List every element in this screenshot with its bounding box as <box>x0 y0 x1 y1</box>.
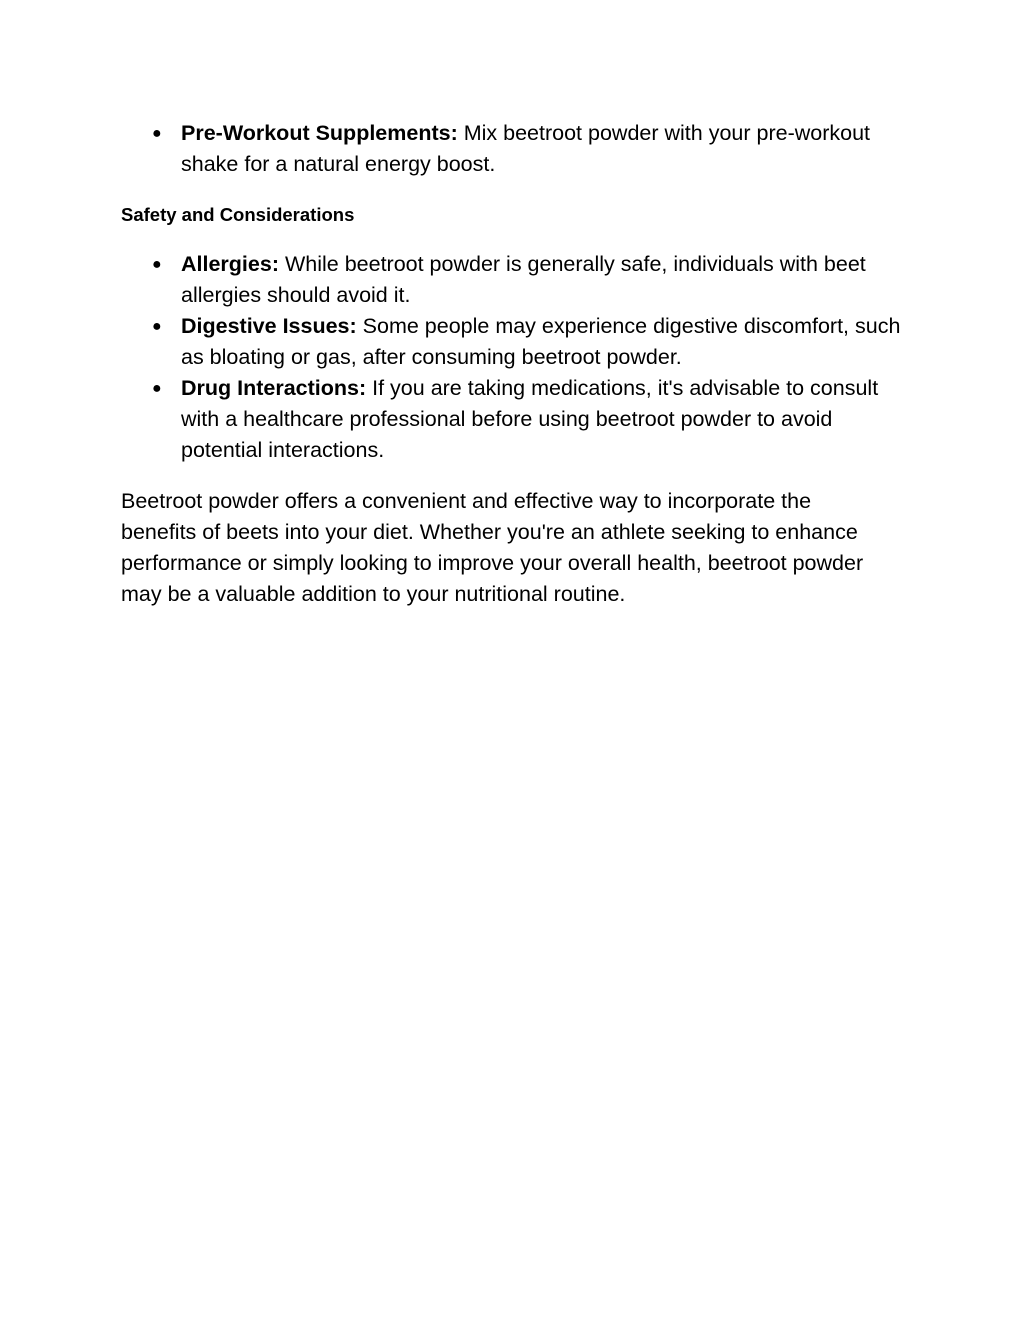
list-item-text: Mix beetroot powder with your pre-workout shake for a natural energy boost. <box>181 121 871 176</box>
list-item-term: Pre-Workout Supplements: <box>181 121 458 145</box>
bullet-icon: ● <box>152 125 162 142</box>
list-item-digestive-issues <box>121 311 911 373</box>
list-item-term: Drug Interactions: <box>181 376 367 400</box>
list-item-pre-workout <box>121 118 871 180</box>
bullet-icon: ● <box>152 380 162 397</box>
list-item-term: Allergies: <box>181 252 279 276</box>
bullet-icon: ● <box>152 256 162 273</box>
safety-list <box>121 249 921 466</box>
list-item-term: Digestive Issues: <box>181 314 357 338</box>
list-item-text: Some people may experience digestive discomfort, such as bloating or gas, after consuming beetroot powder. <box>181 314 901 369</box>
document-page <box>121 118 921 610</box>
pre-workout-list <box>121 118 921 180</box>
list-item-text: While beetroot powder is generally safe, individuals with beet allergies should avoid it. <box>181 252 866 307</box>
bullet-icon: ● <box>152 318 162 335</box>
list-item-drug-interactions <box>121 373 911 466</box>
list-item-allergies <box>121 249 911 311</box>
list-item-text: If you are taking medications, it's advisable to consult with a healthcare professional before using beetroot powder to avoid potential interactions. <box>181 376 879 462</box>
section-heading: Safety and Considerations <box>121 204 355 225</box>
closing-paragraph: Beetroot powder offers a convenient and effective way to incorporate the benefits of beets into your diet. Whether you're an athlete seeking to enhance performance or simply looking to improve your overall health, beetroot powder may be a valuable addition to your nutritional routine. <box>121 489 864 606</box>
